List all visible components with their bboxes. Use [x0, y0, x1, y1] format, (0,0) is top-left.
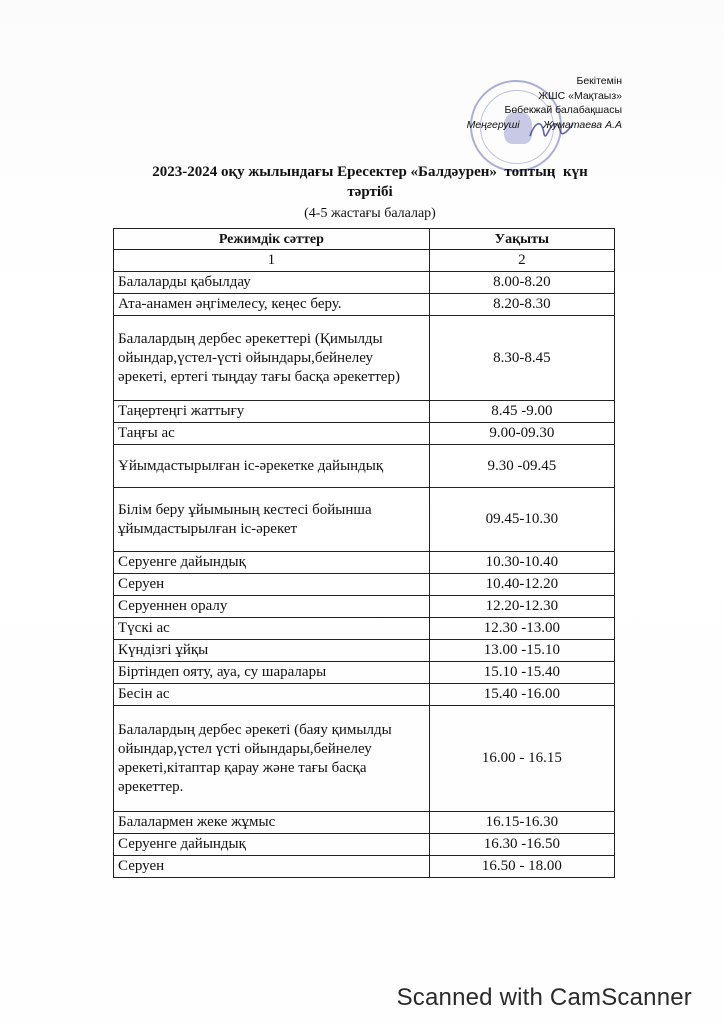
document-title	[100, 162, 640, 202]
table-row	[114, 856, 615, 878]
activity-cell: Балалардың дербес әрекеттері (Қимылды ойындар,үстел-үсті ойындары,бейнелеу әрекеті, ертегі тыңдау тағы басқа әрекеттер)	[114, 316, 430, 401]
schedule-table	[113, 228, 615, 878]
document-subtitle: (4-5 жастағы балалар)	[304, 206, 436, 221]
table-row	[114, 596, 615, 618]
activity-cell: Серуен	[114, 856, 430, 878]
time-cell: 13.00 -15.10	[429, 640, 614, 662]
activity-cell: Серуенге дайындық	[114, 834, 430, 856]
time-cell: 9.30 -09.45	[429, 445, 614, 488]
table-row	[114, 662, 615, 684]
activity-cell: Серуеннен оралу	[114, 596, 430, 618]
time-cell: 8.20-8.30	[429, 294, 614, 316]
time-cell: 16.50 - 18.00	[429, 856, 614, 878]
activity-cell: Ата-анамен әңгімелесу, кеңес беру.	[114, 294, 430, 316]
activity-cell: Балалармен жеке жұмыс	[114, 812, 430, 834]
scanner-watermark: Scanned with CamScanner	[396, 984, 692, 1011]
table-row	[114, 574, 615, 596]
activity-cell: Серуенге дайындық	[114, 552, 430, 574]
table-row	[114, 488, 615, 552]
approval-line-approved: Бекітемін	[576, 75, 622, 87]
table-row	[114, 706, 615, 812]
time-cell: 8.00-8.20	[429, 272, 614, 294]
header-time: Уақыты	[429, 229, 614, 250]
table-row	[114, 834, 615, 856]
activity-cell: Ұйымдастырылған іс-әрекетке дайындық	[114, 445, 430, 488]
activity-cell: Серуен	[114, 574, 430, 596]
activity-cell: Таңғы ас	[114, 423, 430, 445]
time-cell: 10.40-12.20	[429, 574, 614, 596]
approval-line-organization: ЖШС «Мақтаыз»	[538, 89, 622, 102]
column-number-1: 1	[114, 250, 430, 272]
table-row	[114, 316, 615, 401]
time-cell: 15.40 -16.00	[429, 684, 614, 706]
activity-cell: Бесін ас	[114, 684, 430, 706]
activity-cell: Түскі ас	[114, 618, 430, 640]
activity-cell: Балалардың дербес әрекеті (баяу қимылды ойындар,үстел үсті ойындары,бейнелеу әрекеті,кітаптар қарау және тағы басқа әрекеттер.	[114, 706, 430, 812]
table-row	[114, 618, 615, 640]
table-row	[114, 812, 615, 834]
table-row	[114, 684, 615, 706]
time-cell: 12.20-12.30	[429, 596, 614, 618]
time-cell: 15.10 -15.40	[429, 662, 614, 684]
table-row	[114, 272, 615, 294]
time-cell: 12.30 -13.00	[429, 618, 614, 640]
table-row	[114, 445, 615, 488]
table-header-row	[114, 229, 615, 250]
activity-cell: Біртіндеп ояту, ауа, су шаралары	[114, 662, 430, 684]
approval-block	[467, 74, 622, 132]
table-row	[114, 552, 615, 574]
column-number-row	[114, 250, 615, 272]
time-cell: 16.15-16.30	[429, 812, 614, 834]
table-row	[114, 401, 615, 423]
header-activity: Режимдік сәттер	[114, 229, 430, 250]
title-line-1: 2023-2024 оқу жылындағы Ересектер «Балдәурен» топтың күн	[152, 164, 588, 180]
table-row	[114, 294, 615, 316]
activity-cell: Білім беру ұйымының кестесі бойынша ұйымдастырылған іс-әрекет	[114, 488, 430, 552]
time-cell: 9.00-09.30	[429, 423, 614, 445]
table-row	[114, 423, 615, 445]
time-cell: 8.45 -9.00	[429, 401, 614, 423]
activity-cell: Таңертеңгі жаттығу	[114, 401, 430, 423]
title-line-2: тәртібі	[347, 184, 393, 200]
approval-line-head: Меңгеруші Жуматаева А.А	[466, 118, 622, 131]
approval-line-kindergarten: Бөбекжай балабақшасы	[504, 104, 622, 116]
time-cell: 16.30 -16.50	[429, 834, 614, 856]
time-cell: 10.30-10.40	[429, 552, 614, 574]
table-row	[114, 640, 615, 662]
activity-cell: Балаларды қабылдау	[114, 272, 430, 294]
activity-cell: Күндізгі ұйқы	[114, 640, 430, 662]
time-cell: 8.30-8.45	[429, 316, 614, 401]
column-number-2: 2	[429, 250, 614, 272]
time-cell: 16.00 - 16.15	[429, 706, 614, 812]
time-cell: 09.45-10.30	[429, 488, 614, 552]
